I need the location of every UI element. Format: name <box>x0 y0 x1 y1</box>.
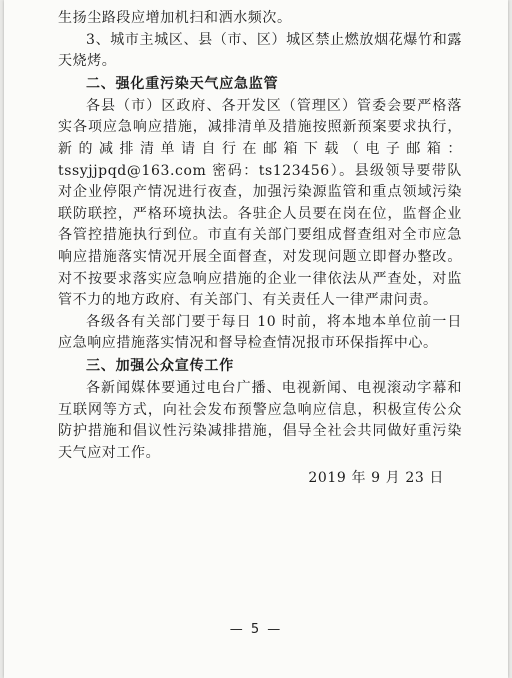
paragraph-5: 各新闻媒体要通过电台广播、电视新闻、电视滚动字幕和互联网等方式，向社会发布预警应急响应信息，积极宣传公众防护措施和倡议性污染减排措施，倡导全社会共同做好重污染天气应对工作。 <box>58 379 462 461</box>
paragraph-4: 各级各有关部门要于每日 10 时前，将本地本单位前一日应急响应措施落实情况和督导检查情况报市环保指挥中心。 <box>58 313 462 352</box>
paragraph-1: 生扬尘路段应增加机扫和洒水频次。 <box>58 10 292 26</box>
document-page <box>4 0 508 678</box>
section-heading-2: 二、强化重污染天气应急监管 <box>86 75 279 92</box>
paragraph-2: 3、城市主城区、县（市、区）城区禁止燃放烟花爆竹和露天烧烤。 <box>58 31 462 70</box>
section-heading-3: 三、加强公众宣传工作 <box>86 357 234 374</box>
document-body <box>58 8 462 490</box>
paragraph-3: 各县（市）区政府、各开发区（管理区）管委会要严格落实各项应急响应措施，减排清单及措施按照新预案要求执行，新的减排清单请自行在邮箱下载（电子邮箱：tssyjjpqd@163.com 密码：ts123456）。县级领导要带队对企业停限产情况进行夜查，加强污染源监管和重点领域污染联防联控，严格环境执法。各驻企人员要在岗在位，监督企业各管控措施执行到位。市直有关部门要组成督查组对全市应急响应措施落实情况开展全面督查，对发现问题立即督办整改。对不按要求落实应急响应措施的企业一律依法从严查处，对监管不力的地方政府、有关部门、有关责任人一律严肃问责。 <box>58 97 462 309</box>
page-number: — 5 — <box>229 622 283 637</box>
document-date: 2019 年 9 月 23 日 <box>308 470 444 487</box>
